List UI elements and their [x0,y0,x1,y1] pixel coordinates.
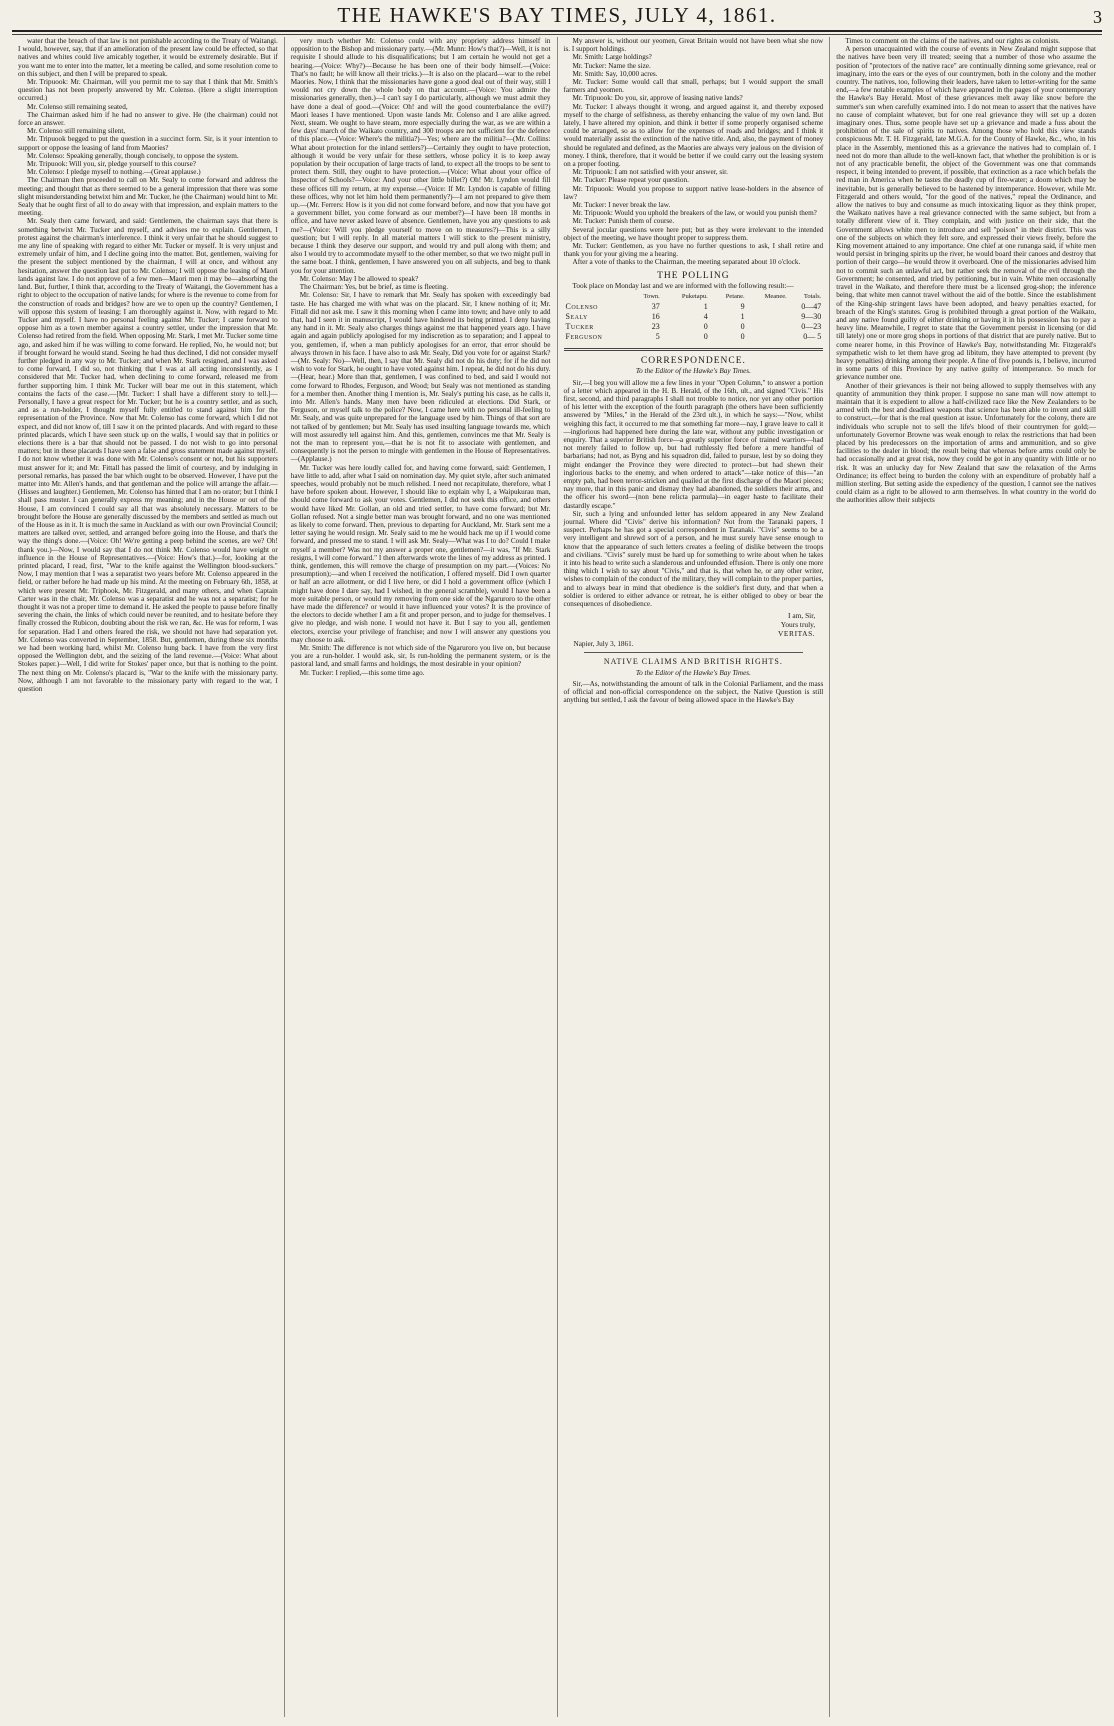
candidate-name: Ferguson [565,332,603,342]
column-3-report [564,37,824,267]
polling-header: Petane. [725,293,745,301]
masthead-rule [12,34,1102,35]
paragraph: Mr. Tripuook: Do you, sir, approve of leasing native lands? [572,94,743,103]
paragraph: Sir, such a lying and unfounded letter has seldom appeared in any New Zealand journal. Where did "Civis" derive his information? Not from the Taranaki papers, I suspect. Perhaps he has got a special correspondent in Taranaki. "Civis" seems to be a very intelligent and shrewd sort of a person, and he must surely have sense enough to know that the appearance of such letters creates a feeling of dislike between the troops and civilians. "Civis" surely must be hard up for something to write about when he takes it into his head to write such a slanderous and unfounded effusion. There is only one more thing which I wish to say about "Civis," and that is, that when he, or any other writer, wishes to complain of the conduct of the military, they will complain to the proper parties, and to always bear in mind that obedience is the soldier's first duty, and that when a soldier is ordered to either advance or retreat, he is either obliged to obey or bear the consequences of disobedience. [563,509,824,608]
polling-row [564,322,824,332]
paragraph: Mr. Smith: Say, 10,000 acres. [572,69,658,78]
page-number: 3 [1092,7,1102,27]
paragraph: Mr. Tucker: I replied,—this some time ago. [299,668,425,677]
letter-divider [584,652,804,653]
polling-header-row [564,292,824,302]
paragraph: Several jocular questions were here put; but as they were irrelevant to the intended object of the meeting, we have thought proper to suppress them. [563,225,824,242]
candidate-name: Tucker [565,322,594,332]
paragraph: Sir,—I beg you will allow me a few lines in your "Open Column," to answer a portion of a letter which appeared in the H. B. Herald, of the 16th, ult., and signed "Civis." His first, second, and third paragraphs I shall not trouble to notice, nor yet any other portion of his letter with the exception of the fourth paragraph (the others have been sufficiently answered by "Miles," in the Herald of the 23rd ult.), in which he says:—"Now, whilst weighing this fact, it occurred to me that something far more—nay, I grave leave to call it—inglorious had happened here during the late war, without any public investigation or enquiry. That a superior British force—a greatly superior force of trained warriors—had not merely failed to follow up, but had ruthlessly fled before a mere handful of barbarians; had not, as Byng and his squadron did, failed to pursue, lest by so doing they might endanger the Province they were directed to protect—but had shewn their inglorious backs to the enemy, and when ordered to attack"—take notice of this—"an empty pah, had been terror-stricken and quailed at the first discharge of the Maori pieces; nay more, that in this panic and dismay they had abandoned, the soldiers their arms, and the officer his sword—(non bene relicta parmula)—in eager haste to facilitate their dastardly escape." [563,378,824,510]
paragraph: Mr. Colenso still remaining seated, [27,102,128,111]
vote-count: 16 [651,312,660,322]
paragraph: Mr. Smith: Large holdings? [572,53,652,62]
paragraph: Mr. Tripuook begged to put the question in a succinct form. Sir, is it your intention to support or oppose the leasing of land from Maories? [18,135,278,152]
polling-table [564,292,824,342]
paragraph: After a vote of thanks to the Chairman, the meeting separated about 10 o'clock. [572,258,801,267]
paragraph: The Chairman asked him if he had no answer to give. He (the chairman) could not force an answer. [18,110,278,128]
vote-count: 1 [740,312,745,322]
polling-row [564,302,824,312]
vote-count: 5 [655,332,660,342]
paragraph: Mr. Tucker: Gentlemen, as you have no further questions to ask, I shall retire and thank you for your giving me a hearing. [563,242,824,259]
section-divider [564,348,824,351]
paragraph: water that the breach of that law is not punishable according to the Treaty of Waitangi. I would, however, say, that if an amelioration of the present law could be effected, so that natives and whites could live amicably together, it would be extremely desirable. But if you want me to enter into the matter, let a meeting be called, and some resolution come to on this subject, and then I will be prepared to speak. [18,37,278,78]
letter-closing: I am, Sir, [788,611,816,621]
vote-count: 0—23 [801,322,822,332]
polling-header: Totals. [803,293,822,301]
vote-count: 0 [703,322,708,332]
masthead-title: THE HAWKE'S BAY TIMES, JULY 4, 1861. [337,3,777,27]
paragraph: Sir,—As, notwithstanding the amount of talk in the Colonial Parliament, and the mass of official and non-official correspondence on the subject, the Native Question is still anything but settled, I ask the favour of being allowed space in the Hawke's Bay [563,679,824,705]
polling-title: THE POLLING [657,270,730,281]
paragraph: A person unacquainted with the course of events in New Zealand might suppose that the natives have been very ill treated; seeing that a number of those who assume the position of "protectors of the native race" are continually dinning some grievance, real or imaginary, into the ears or the eyes of our countrymen, both in the colony and the mother country. The natives, too, following their leaders, have taken to letter-writing for the same end,—a few notable examples of which have appeared in the pages of your contemporary the Hawke's Bay Herald. Most of these grievances melt away like snow before the summer's sun when carefully examined into. I do not mean to assert that the natives have no cause of complaint whatever, but for one real grievance they will set up a dozen imaginary ones. Thus, some people have set up a grievance and made a fuss about the prohibition of the sale of spirits to natives. Among those who hold this view stands conspicuous Mr. T. H. Fitzgerald, late M.G.A. for the County of Hawke, &c., who, in his place in the Assembly, mentioned this as a grievance the natives had to complain of. I need not do more than allude to the well-known fact, that whether the prohibition is or is not of any practicable benefit, the object of the Government was one that commands respect, it being intended to prevent, if possible, that extinction as a race which befals the red man in America when he tastes the deadly cup of fire-water; a doom which may be inevitable, but is generally believed to be hastened by intemperance. However, while Mr. Fitzgerald and others would, "for the good of the natives," repeal the Ordinance, and allow the natives to buy and consume as much intoxicating liquor as they think proper, the Waikato natives have a real grievance connected with the same subject, but from a totally different view of it. They complain, and with justice on their side, that the Government allows white men to introduce and sell "poison" in their district. This was one of the subjects on which they felt sore, and expressed their views freely, before the King movement attained to any importance. One chief at one runanga said, if white men would persist in bringing spirits up the river, he would board their canoes and destroy that portion of their cargo—he would throw it overboard. One of the missionaries advised him not to commit such an unlawful act, but rather seek the removal of the evil through the Government; he consented, and tried by petitioning, but in vain. White men occasionally travel in the Waikato, and therefore there must be a licensed grog-shop; the inference being, that white men cannot travel without the aid of the bottle. Since the establishment of the King-ship stringent laws have been adopted, and heavy penalties exacted, for breach of the King's statutes. Grog is prohibited through a great portion of the Waikato, and any native found guilty of either drinking or having it in his possession has to pay a heavy line. Meanwhile, I regret to state that the Government persist in licensing (or did till lately) one or more grog shops in portions of that district that are purely native. But to come nearer home, in this Province of Hawke's Bay, notwithstanding Mr. Fitzgerald's sympathetic wish to let them have grog ad libitum, they have attempted to prevent (by heavy penalties) drinking among their people. A fine of five pounds is, I believe, incurred in some parts of this Province by any native guilty of intemperance. So much for grievance number one. [836,45,1096,382]
letter-closing-2: Yours truly, [780,620,816,630]
paragraph: Mr. Colenso: I pledge myself to nothing.—(Great applause.) [27,168,201,177]
paragraph: My answer is, without our yeomen, Great Britain would not have been what she now is. I support holdings. [563,37,824,54]
paragraph: Mr. Colenso: Speaking generally, though concisely, to oppose the system. [27,151,239,160]
polling-intro: Took place on Monday last and we are informed with the following result:— [572,281,794,290]
polling-header: Meanee. [764,293,787,301]
polling-header: Puketapu. [681,293,708,301]
letter-2-body [564,680,824,705]
paragraph: Another of their grievances is their not being allowed to supply themselves with any quantity of ammunition they think proper. I suppose no sane man will now attempt to maintain that it is expedient to allow a half-civilized race like the New Zealanders to be armed with the best and deadliest weapons that science has been able to invent and skill to construct,—for that is the real question at issue. Unfortunately for the colony, there are individuals who scruple not to sell the life's blood of their countrymen for gold;—unfortunately Governor Browne was weak enough to relax the restrictions that had been placed by his predecessors on the importation of arms and ammunition, and so give facilities to the dealer in blood; the result being that whereas before arms could only be had occasionally and at great risk, now they could be got in any quantity with little or no risk. It was an unlucky day for New Zealand that saw the relaxation of the Arms Ordinance; its effect being to burden the colony with an expenditure of probably half a million sterling. But setting aside the expediency of the question, I cannot see the natives could claim as a right to be allowed to arm themselves. In what country in the world do the authorities allow their subjects [836,381,1096,505]
vote-count: 0—47 [801,302,822,312]
vote-count: 4 [703,312,708,322]
polling-row [564,332,824,342]
column-3 [558,37,831,1717]
column-4 [830,37,1102,1717]
vote-count: 0 [740,332,745,342]
polling-header: Town. [643,293,660,301]
paragraph: very much whether Mr. Colenso could with any propriety address himself in opposition to the Bishop and missionary party.—(Mr. Munn: How's that?)—Well, it is not requisite I should allude to his disqualifications; but I am certain he would not get a hearing.—(Voice: Why?)—Because he has been one of their body himself.—(Voice: That's no fault; he will know all their tricks.)—It is also on the placard—war to the rebel Maories. Now, I think that the missionaries have gone a good deal out of their way, still I would not cry down the whole body on that account.—(Voice: You admire the missionaries generally, then.)—I can't say I do particularly, although we must admit they have done a deal of good.—(Voice: Oh! and will the good counterbalance the evil?) Maori leases I have mentioned. Upon waste lands Mr. Colenso and I are alike agreed. Next, steam. We ought to have steam, more especially during the war, as we are within a few days' march of the Waikato country, and 300 troops are not sufficient for the defence of this place.—(Voice: Where's the militia?)—Yes; where are the militia?—(Mr. Collins: What about protection for the inland settlers?)—Certainly they ought to have protection, although it would be very unfair for these settlers, whose policy it is to keep away population by their occupation of large tracts of land, to expect all the troops to be sent to protect them. Still, they ought to have protection.—(Voice: What about your office of Inspector of Schools?—Voice: And your other little billet?) Oh! Mr. Lyndon would fill these offices till my return, at my expense.—(Voice: If Mr. Lyndon is capable of filling these offices, why not let him hold them permanently?)—I am not prepared to give them up.—(Mr. Ferrers: How is it you did not come forward before, and now that you have got a government billet, you come forward as our member?)—I have been 18 months in office, and have never asked leave of absence. Gentlemen, have you any questions to ask me?—(Voice: Will you pledge yourself to move on to measures?)—This is a silly question; but I will reply. In all material matters I will stick to the present ministry, because I think they deserve our support, and would try and pull along with them; and also I would try to accommodate myself to the other member, so that we two might pull in the same boat. I think, gentlemen, I have answered you on all subjects, and beg to thank you for your attention. [290,37,551,275]
column-1 [12,37,285,1717]
letter-2-heading: NATIVE CLAIMS AND BRITISH RIGHTS. [603,657,783,667]
paragraph: Mr. Tripuook: Would you uphold the breakers of the law, or would you punish them? [572,209,817,218]
vote-count: 9 [740,302,745,312]
vote-count: 0 [703,332,708,342]
columns [12,37,1102,1717]
paragraph: Mr. Tucker: Please repeat your question. [572,176,689,185]
vote-count: 37 [651,302,660,312]
paragraph: Mr. Tucker: Some would call that small, perhaps; but I would support the small farmers and yeomen. [563,78,824,95]
vote-count: 0 [740,322,745,332]
letter-2-addressee: To the Editor of the Hawke's Bay Times. [635,668,751,677]
paragraph: The Chairman then proceeded to call on Mr. Sealy to come forward and address the meeting; and thought that as there seemed to be a general impression that there was some slight misunderstanding betwixt him and Mr. Tucker, he (the Chairman) would hint to Mr. Sealy that he ought first of all to do away with that impression, and explain matters to the meeting. [18,176,278,218]
paragraph: Mr. Tripuook: Mr. Chairman, will you permit me to say that I think that Mr. Smith's question has not been properly answered by Mr. Colenso. (Here a slight interruption occurred.) [18,78,278,103]
paragraph: Mr. Tripuook: I am not satisfied with your answer, sir. [572,168,728,177]
paragraph: Mr. Smith: The difference is not which side of the Ngaruroro you live on, but because you are a run-holder. I would ask, sir, Is run-holding the permanent system, or is the pastoral land, and small farms and holdings, the most desirable in your opinion? [290,644,551,669]
candidate-name: Sealy [565,312,588,322]
correspondence-heading: CORRESPONDENCE. [640,356,746,367]
paragraph: Mr. Sealy then came forward, and said: Gentlemen, the chairman says that there is something betwixt Mr. Tucker and myself, and advises me to explain. Gentlemen, I protest against the chairman's interference. I think it very unfair that he should suggest to me any line of speaking with regard to either Mr. Tucker or myself. It is very unjust and extremely unfair of him, and I decline going into the matter. But, gentlemen, waiving for the present the subject mentioned by the chairman, I will at once, and without any hesitation, answer the question last put to Mr. Colenso; I will oppose the leasing of Maori lands against law. I do not approve of a few men—Maori men it may be—absorbing the land. But, further, I think that, according to the Treaty of Waitangi, the Government has a right to object to the occupation of native lands; for where is the revenue to come from for the construction of roads and bridges? how are we to open up the country? Gentlemen, I will oppose this system of leasing; I am thoroughly against it. Now, with regard to Mr. Tucker and myself. I have no personal feeling against Mr. Tucker; I came forward to oppose him as a town member against a country settler, under the impression that Mr. Colenso had retired from the field. When opposing Mr. Stark, I met Mr. Tucker some time ago, and asked him if he was willing to come forward. He replied, No, he would not; but if brought forward he would stand. Seeing he had thus declined, I did not consider myself further pledged in any way to Mr. Tucker; and when Mr. Stark resigned, and I was asked to come forward, I did so, not thinking that I was at all acting inconsistently, as I considered that Mr. Tucker had, when declining to come forward, released me from further supporting him. I think Mr. Tucker will bear me out in this statement, which contains the facts of the case.—[Mr. Tucker: I shall have a different story to tell.]—Personally, I have a great respect for Mr. Tucker; but he is a country settler, and as such, and as a run-holder, I thought myself fully entitled to stand against him for the representation of the Province. Now that Mr. Colenso has come forward, which I did not expect, and did not know of, till I saw it on the printed placards. And with regard to these printed placards, which I have seen stuck up on the walls, I would say that in politics or elections there is a bar that should not be passed. I do not wish to go into personal matters; but in these placards I have seen a false and gross statement made against myself. I do not know whether it was done with Mr. Colenso's consent or not, but his supporters must answer for it; and Mr. Fittall has passed the limit of courtesy, and by indulging in personal remarks, has passed the bar which ought to be observed. However, I have put the matter into Mr. Allen's hands, and that gentleman and the police will arrange the affair.—(Hisses and laughter.) Gentlemen, Mr. Colenso has hinted that I am no orator; but I think I shall pass muster. I can generally express my meaning; and in the House or out of the House, I am convinced I could say all that was absolutely necessary. Matters to be brought before the House are generally discussed by the members and settled as much out of the House as in it. It is much the same in Auckland as with our own Provincial Council; matters are talked over, settled, and arranged before going into the House, and that's the way the thing's done.—(Voice: Oh! We're getting a peep behind the scenes, are we? Oh! thank you.)—Now, I would say that I do not think Mr. Colenso would have weight or influence in the House of Representatives.—(Voice: How's that.)—for, looking at the printed placard, I read, first, "War to the knife against the Wellington blood-suckers." Now, I may mention that I was a separatist two years before Mr. Colenso appeared in the field, or rather before he had made up his mind. At the meeting on February 6th, 1858, at which were present Mr. Triphook, Mr. Fitzgerald, and many others, and when Captain Carter was in the chair, Mr. Colenso was a separatist and he was not a separatist; for he thought it was not a proper time to demand it. He asked the people to pause before finally severing the chain, the links of which could never be reunited, and to hesitate before they finally crossed the Rubicon, doubting about the risk we ran, &c. He was for reform, I was for separation. Had I and others feared the risk, we should not have had separation yet. Mr. Colenso was converted in September, 1858. But, gentlemen, during these six months we had been working hard, whilst Mr. Colenso hung back. I have from the very first opposed the Wellington debt, and the seizing of the land revenue.—(Voice: What about Stokes paper.)—Well, I did write for Stokes' paper once, but that is nothing to the point. The next thing on Mr. Colenso's placard is, "War to the knife with the missionary party. Now, although I am not favorable to the missionary party with regard to the war, I question [18,217,278,694]
polling-row [564,312,824,322]
paragraph: Mr. Tripuook: Will you, sir, pledge yourself to this course? [27,160,196,169]
vote-count: 23 [651,322,660,332]
vote-count: 0— 5 [803,332,822,342]
vote-count: 9—30 [801,312,822,322]
letter-dateline: Napier, July 3, 1861. [573,640,634,649]
paragraph: The Chairman: Yes, but be brief, as time is fleeting. [299,283,449,292]
letter-body [564,379,824,609]
paragraph: Mr. Tucker was here loudly called for, and having come forward, said: Gentlemen, I have little to add, after what I said on nomination day. My quiet style, after such animated speeches, would probably not be much relished. I need not recapitulate, therefore, what I have before spoken about. However, I should like to explain why I, a Waipukurau man, should come forward to ask your votes. Gentlemen, I did not seek this office, and others would have liked Mr. Gollan, an old and tried settler, to have come forward; but Mr. Gollan refused. Not a single better man was brought forward, and no one was mentioned as likely to come forward. Then, previous to departing for Auckland, Mr. Stark sent me a letter saying he would resign. Mr. Sealy said to me he would back me up if I would come forward, and pressed me to stand. I will ask Mr. Sealy—What was I to do? Could I make myself a member? Was not my answer a proper one, gentlemen?—it was, "If Mr. Stark resigns, I will come forward." I then afterwards wrote the lines of my address as printed. I think, gentlemen, this will remove the charge of presumption on my part.—(Voices: No presumption);—and when I received the notification, I offered myself. Did I own quarter or half an acre allotment, or did I live here, or did I hold a government office (which I might have done I dare say, had I wished, in the general scramble), would I have been a more suitable person, or would my removing from one side of the Ngaruroro to the other have made the difference? or would it have influenced your votes? It is the province of the electors to decide whether I am a fit and proper person, and to judge for themselves. I give no pledge, and wish none. I would not have it. But I say to you all, gentlemen electors, exercise your privilege of franchise; and now I will answer any questions you may choose to ask. [290,463,551,644]
paragraph: Mr. Tripuook: Would you propose to support native lease-holders in the absence of law? [563,184,824,201]
letter-signature: VERITAS. [777,629,816,639]
masthead [12,4,1102,32]
paragraph: Mr. Colenso: May I be allowed to speak? [299,274,419,283]
polling-body [564,302,824,342]
candidate-name: Colenso [565,302,599,312]
paragraph: Mr. Tucker: I never break the law. [572,201,671,210]
vote-count: 1 [703,302,708,312]
paragraph: Mr. Tucker: Name the size. [572,61,651,70]
paragraph: Times to comment on the claims of the natives, and our rights as colonists. [845,37,1060,45]
column-2 [285,37,558,1717]
letter-addressee: To the Editor of the Hawke's Bay Times. [635,367,751,376]
paragraph: Mr. Tucker: Punish them of course. [572,217,675,226]
letter-signoff [564,611,816,638]
paragraph: Mr. Colenso still remaining silent, [27,127,126,136]
paragraph: Mr. Tucker: I always thought it wrong, and argued against it, and thereby exposed myself to the charge of selfishness, as thereby enhancing the value of my own land. But lately, I have altered my opinion, and think it better if some properly organised scheme could be arranged, so as to allow for the expenses of roads and bridges; and I think it would materially assist the extinction of the native title. And, also, the payment of money should be regulated and defined, as the Maories are always very jealous on the division of money. I think, therefore, that it would be better if we could carry out the leasing system on a proper footing. [563,102,824,169]
paragraph: Mr. Colenso: Sir, I have to remark that Mr. Sealy has spoken with exceedingly bad taste. He has charged me with what was on the placard. Sir, I knew nothing of it; Mr. Fittall did not ask me. I saw it this morning when I came into town; and have only to add that, had I seen it in manuscript, I would have hindered its being printed. I deny having any hand in it. Mr. Sealy also charges things against me that happened years ago. I have again and again publicly apologised for my indiscretion as to separation; and I appeal to you, gentlemen, if, when a man publicly apologises for an error, that error should be always thrown in his face. I have also to ask Mr. Sealy, Did you vote for or against Stark?—(Mr. Sealy: No)—Well, then, I say that Mr. Sealy did not do his duty; for if he did not wish to vote for Stark, he ought to have voted against him. I repeat, he did not do his duty.—(Hear, hear.) More than that, gentlemen, I was confined to bed, and said I would not come forward to Rhodes, Ferguson, and Wood; but Sealy was not mentioned as standing for a member then. Another thing I mention is, Mr. Sealy's putting his case, as he calls it, into Mr. Allen's hands. Many men have been ridiculed at elections. Did Stark, or Ferguson, or myself talk to the police? Now, I came here with no personal ill-feeling to Mr. Sealy, and was quite unprepared for the language used by him. Things of that sort are not talked of by gentlemen; but Mr. Sealy has used insulting language towards me, which will most assuredly tell against him. And this, gentlemen, convinces me that Mr. Sealy is not the man to represent you,—that he is not fit to associate with gentlemen, and consequently is not the person to mingle with gentlemen in the House of Representatives.—(Applause.) [290,291,551,464]
